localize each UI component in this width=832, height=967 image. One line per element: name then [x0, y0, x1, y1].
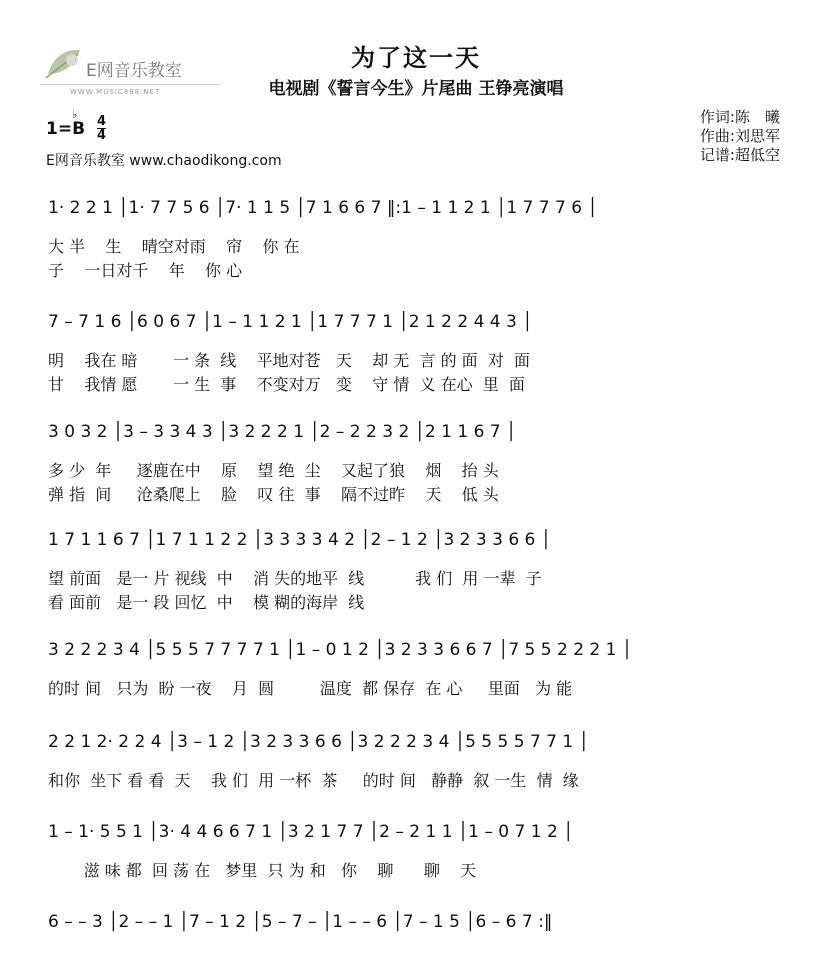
notation-line: 2 2 1 2· 2 2 4 │3 – 1 2 │3 2 3 3 6 6 │3 2 2 2 3 4 │5 5 5 5 7 7 1 │: [48, 732, 589, 752]
notation-line: 7 – 7 1 6 │6 0 6 7 │1 – 1 1 2 1 │1 7 7 7 1 │2 1 2 2 4 4 3 │: [48, 312, 533, 332]
song-title: 为了这一天: [351, 44, 481, 72]
lyric-line: 多 少 年 逐鹿在中 原 望 绝 尘 又起了狼 烟 抬 头: [48, 461, 499, 480]
logo-url: WWW.MUSIC888.NET: [70, 88, 161, 96]
lyric-line: 甘 我情 愿 一 生 事 不变对万 变 守 情 义 在心 里 面: [48, 375, 525, 394]
site-credit: E网音乐教室 www.chaodikong.com: [46, 153, 282, 169]
notation-line: 1 – 1· 5 5 1 │3· 4 4 6 6 7 1 │3 2 1 7 7 │2 – 2 1 1 │1 – 0 7 1 2 │: [48, 822, 574, 842]
logo-text: E网音乐教室: [86, 61, 182, 81]
lyric-line: 看 面前 是一 段 回忆 中 模 糊的海岸 线: [48, 593, 365, 612]
lyric-line: 望 前面 是一 片 视线 中 消 失的地平 线 我 们 用 一辈 子: [48, 569, 542, 588]
lyric-line: 大 半 生 晴空对雨 帘 你 在: [48, 237, 300, 256]
lyric-line: 明 我在 暗 一 条 线 平地对苍 天 却 无 言 的 面 对 面: [48, 351, 531, 370]
notation-line: 1· 2 2 1 │1· 7 7 5 6 │7· 1 1 5 │7 1 6 6 7 ‖:1 – 1 1 2 1 │1 7 7 7 6 │: [48, 198, 598, 218]
lyric-line: 的时 间 只为 盼 一夜 月 圆 温度 都 保存 在 心 里面 为 能: [48, 679, 573, 698]
credit-lyricist: 作词:陈 曦: [699, 108, 780, 126]
key-signature: 1= ♭ B 4 4: [46, 107, 107, 143]
lyric-line: 和你 坐下 看 看 天 我 们 用 一杯 茶 的时 间 静静 叙 一生 情 缘: [48, 771, 579, 790]
credit-transcriber: 记谱:超低空: [699, 146, 780, 164]
notation-line: 1 7 1 1 6 7 │1 7 1 1 2 2 │3 3 3 3 4 2 │2 – 1 2 │3 2 3 3 6 6 │: [48, 530, 552, 550]
lyric-line: 弹 指 间 沧桑爬上 脸 叹 往 事 隔不过昨 天 低 头: [48, 485, 499, 504]
notation-line: 3 2 2 2 3 4 │5 5 5 7 7 7 7 1 │1 – 0 1 2 │3 2 3 3 6 6 7 │7 5 5 2 2 2 1 │: [48, 640, 633, 660]
song-subtitle: 电视剧《誓言今生》片尾曲 王铮亮演唱: [268, 79, 564, 99]
notation-line: 3 0 3 2 │3 – 3 3 4 3 │3 2 2 2 1 │2 – 2 2 3 2 │2 1 1 6 7 │: [48, 422, 517, 442]
lyric-line: 滋 味 都 回 荡 在 梦里 只 为 和 你 聊 聊 天: [48, 861, 477, 880]
lyric-line: 子 一日对千 年 你 心: [48, 261, 243, 280]
credit-composer: 作曲:刘思军: [699, 127, 780, 145]
notation-line: 6 – – 3 │2 – – 1 │7 – 1 2 │5 – 7 – │1 – – 6 │7 – 1 5 │6 – 6 7 :‖: [48, 912, 553, 932]
